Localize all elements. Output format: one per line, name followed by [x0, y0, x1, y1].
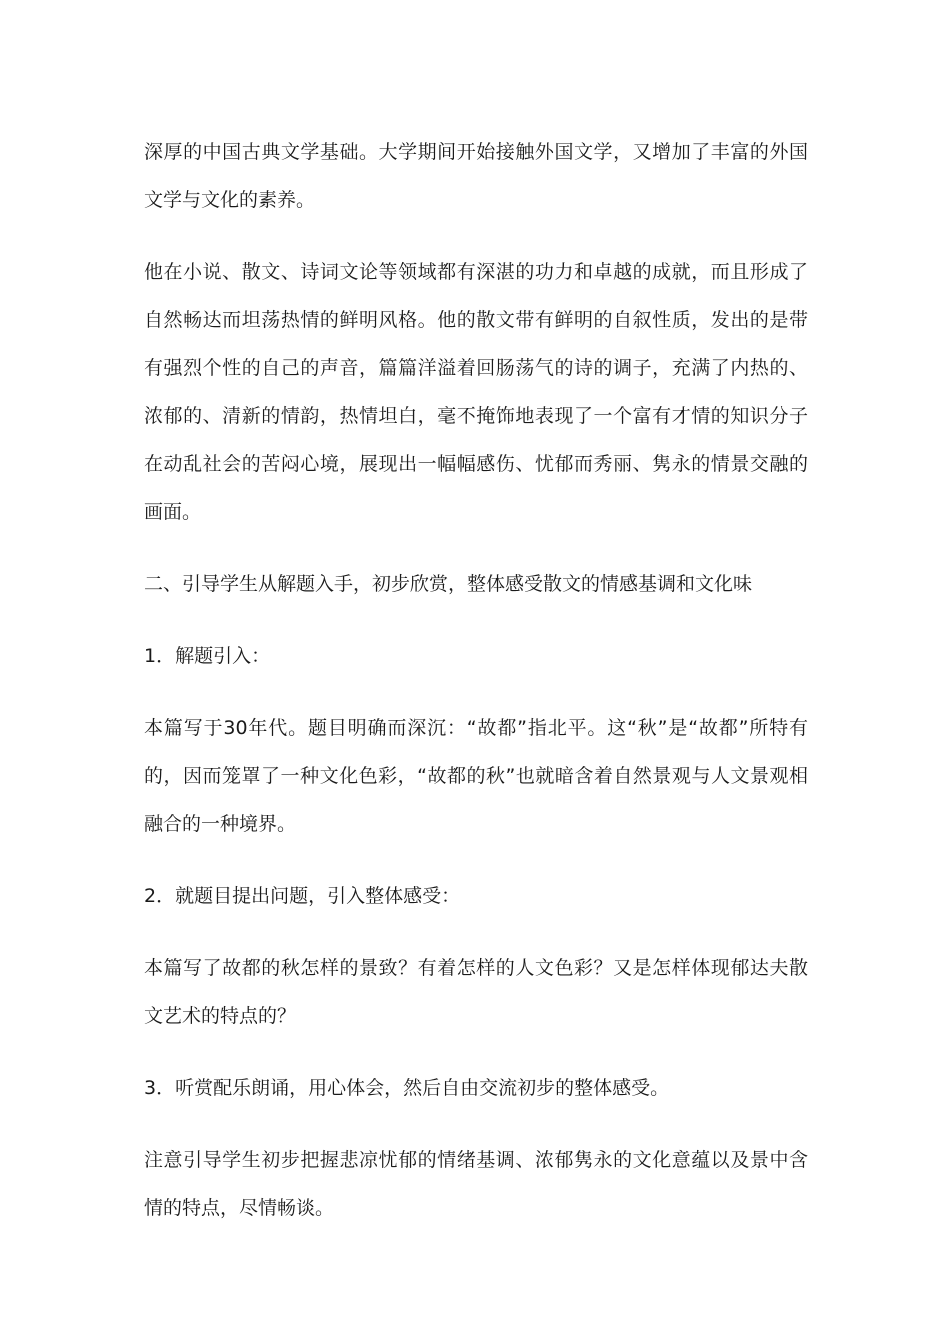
paragraph-author-style: 他在小说、散文、诗词文论等领域都有深湛的功力和卓越的成就，而且形成了自然畅达而坦荡热情的鲜明风格。他的散文带有鲜明的自叙性质，发出的是带有强烈个性的自己的声音，篇篇洋溢着回肠荡气的诗的调子，充满了内热的、浓郁的、清新的情韵，热情坦白，毫不掩饰地表现了一个富有才情的知识分子在动乱社会的苦闷心境，展现出一幅幅感伤、忧郁而秀丽、隽永的情景交融的画面。 [144, 261, 808, 523]
paragraph-gap [144, 680, 808, 704]
step-heading-1: 1．解题引入： [144, 645, 271, 667]
paragraph-gap [144, 608, 808, 632]
paragraph-gap [144, 920, 808, 944]
paragraph-gap [144, 848, 808, 872]
step-heading-3: 3．听赏配乐朗诵，用心体会，然后自由交流初步的整体感受。 [144, 1077, 670, 1099]
section-heading-2: 二、引导学生从解题入手，初步欣赏，整体感受散文的情感基调和文化味 [144, 573, 753, 595]
paragraph-intro-continued: 深厚的中国古典文学基础。大学期间开始接触外国文学，又增加了丰富的外国文学与文化的素养。 [144, 141, 808, 211]
paragraph-questions: 本篇写了故都的秋怎样的景致？有着怎样的人文色彩？又是怎样体现郁达夫散文艺术的特点的？ [144, 957, 808, 1027]
paragraph-gap [144, 1112, 808, 1136]
paragraph-gap [144, 1040, 808, 1064]
paragraph-guidance: 注意引导学生初步把握悲凉忧郁的情绪基调、浓郁隽永的文化意蕴以及景中含情的特点，尽情畅谈。 [144, 1149, 808, 1219]
paragraph-gap [144, 536, 808, 560]
document-body [144, 128, 808, 1232]
step-heading-2: 2．就题目提出问题，引入整体感受： [144, 885, 461, 907]
paragraph-gap [144, 224, 808, 248]
paragraph-title-analysis: 本篇写于30年代。题目明确而深沉：“故都”指北平。这“秋”是“故都”所特有的，因而笼罩了一种文化色彩，“故都的秋”也就暗含着自然景观与人文景观相融合的一种境界。 [144, 717, 808, 835]
